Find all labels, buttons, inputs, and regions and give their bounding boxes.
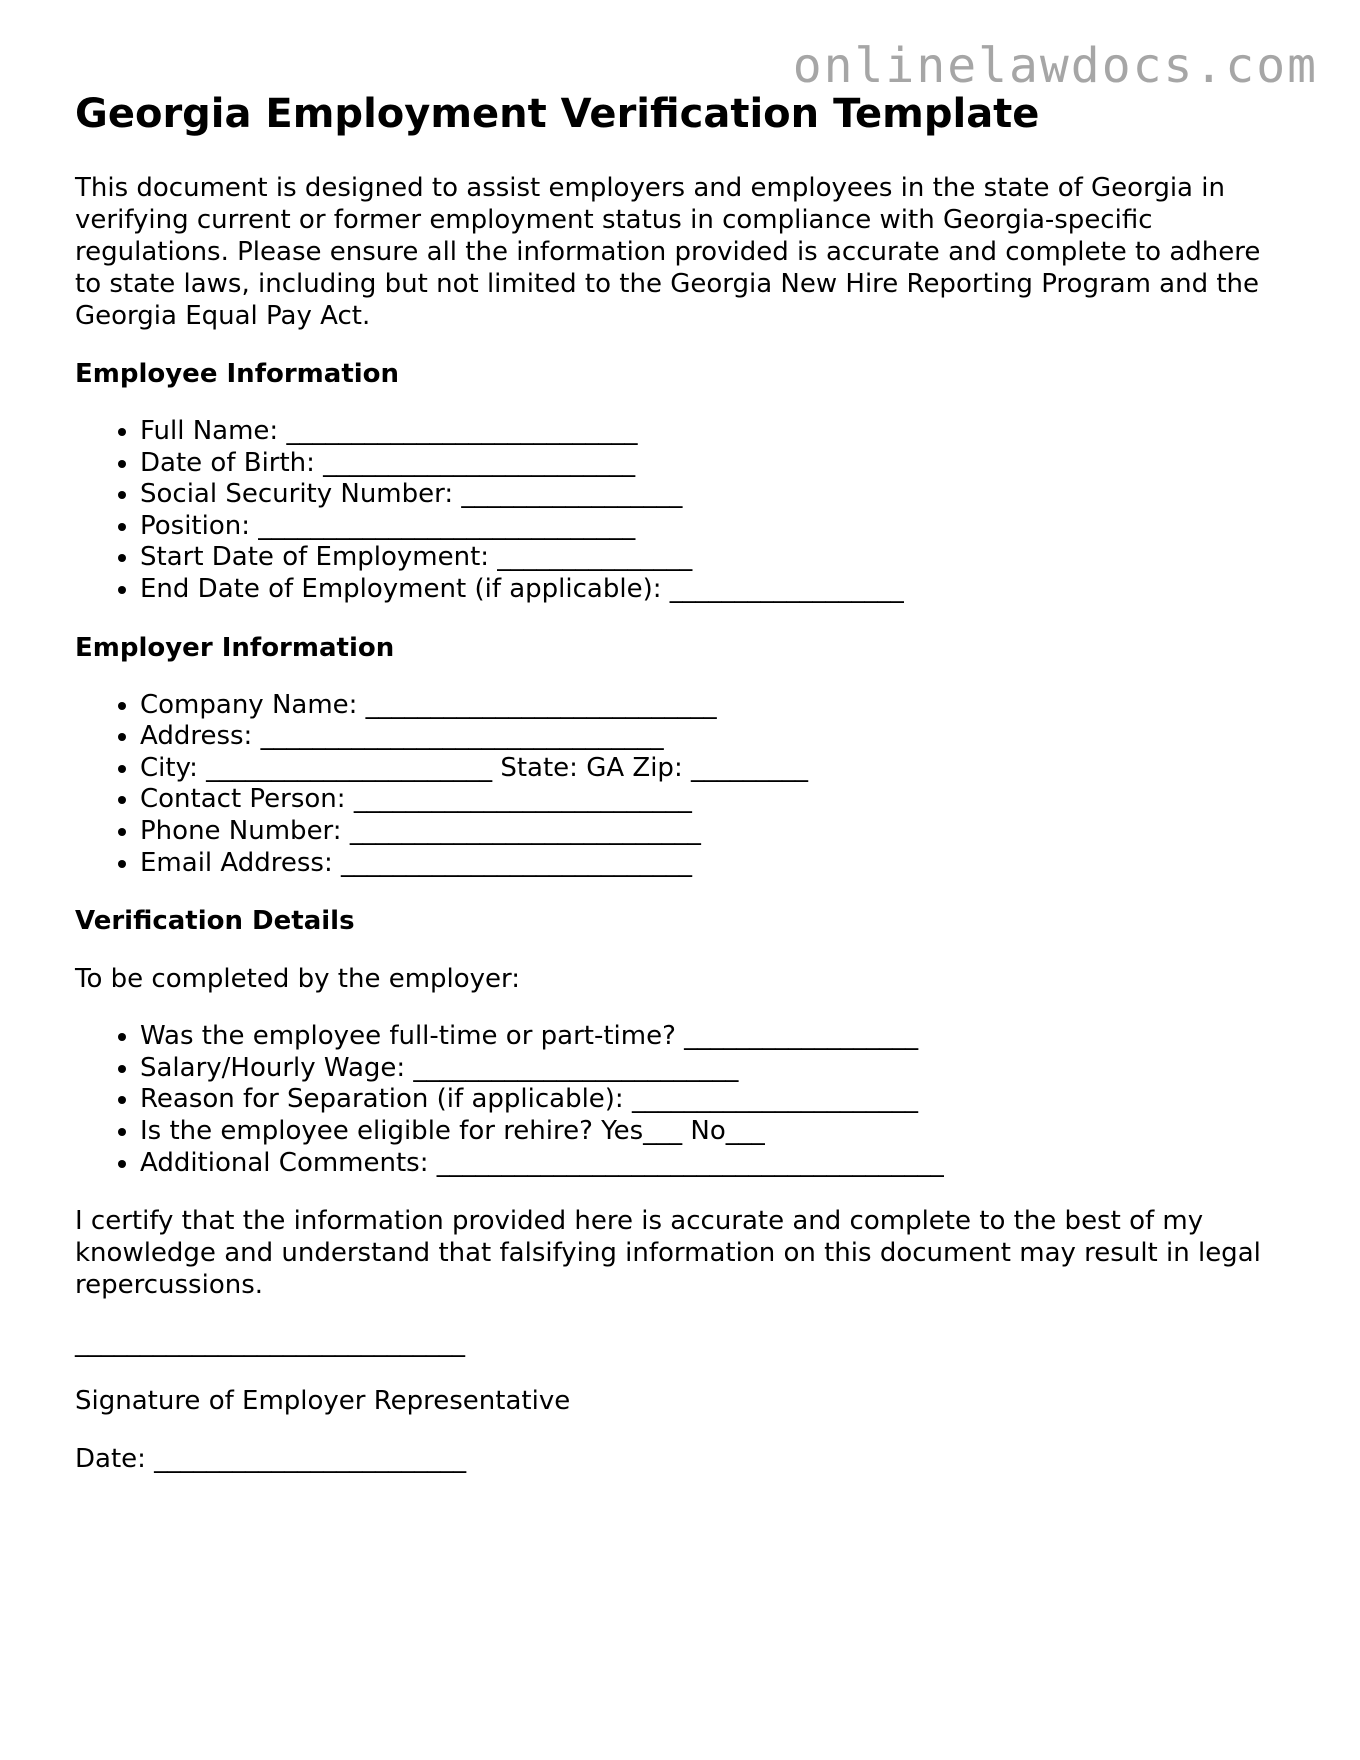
field-position: • Position: _____________________________ — [140, 511, 1290, 543]
employer-information-heading: Employer Information — [75, 632, 395, 663]
verification-subtitle: To be completed by the employer: — [75, 964, 521, 995]
field-full-name: • Full Name: ___________________________ — [140, 416, 1290, 448]
signature-line: ______________________________ — [75, 1328, 465, 1359]
document — [75, 90, 1290, 1475]
intro-paragraph: This document is designed to assist employers and employees in the state of Georgia in verifying current or former employment status in compliance with Georgia-specific regulations. Please ensure all the information provided is accurate and complete to adhere to state laws, including but not limited to the Georgia New Hire Reporting Program and the Georgia Equal Pay Act. — [75, 173, 1261, 331]
verification-details-list — [75, 1021, 1290, 1179]
field-end-date: • End Date of Employment (if applicable): __________________ — [140, 574, 1290, 606]
employee-information-heading: Employee Information — [75, 359, 400, 389]
field-reason-for-separation: • Reason for Separation (if applicable): ______________________ — [140, 1084, 1290, 1116]
field-email-address: • Email Address: ___________________________ — [140, 848, 1290, 880]
field-employment-type: • Was the employee full-time or part-time? __________________ — [140, 1021, 1290, 1053]
signature-label: Signature of Employer Representative — [75, 1386, 571, 1417]
verification-details-heading: Verification Details — [75, 906, 355, 937]
employee-information-list — [75, 416, 1290, 606]
field-company-name: • Company Name: ___________________________ — [140, 690, 1290, 722]
field-contact-person: • Contact Person: __________________________ — [140, 784, 1290, 816]
field-city-state-zip: • City: ______________________ State: GA Zip: _________ — [140, 753, 1290, 785]
field-additional-comments: • Additional Comments: _______________________________________ — [140, 1148, 1290, 1180]
field-rehire-eligibility: • Is the employee eligible for rehire? Yes___ No___ — [140, 1116, 1290, 1148]
employer-information-list — [75, 690, 1290, 880]
document-title: Georgia Employment Verification Template — [75, 91, 1040, 137]
field-ssn: • Social Security Number: _________________ — [140, 479, 1290, 511]
field-salary-wage: • Salary/Hourly Wage: _________________________ — [140, 1053, 1290, 1085]
field-start-date: • Start Date of Employment: _______________ — [140, 542, 1290, 574]
watermark: onlinelawdocs.com — [792, 38, 1318, 94]
date-field: Date: ________________________ — [75, 1444, 467, 1475]
certification-statement: I certify that the information provided here is accurate and complete to the best of my knowledge and understand that falsifying information on this document may result in legal repercussions. — [75, 1206, 1261, 1301]
field-address: • Address: _______________________________ — [140, 721, 1290, 753]
field-phone-number: • Phone Number: ___________________________ — [140, 816, 1290, 848]
field-date-of-birth: • Date of Birth: ________________________ — [140, 448, 1290, 480]
